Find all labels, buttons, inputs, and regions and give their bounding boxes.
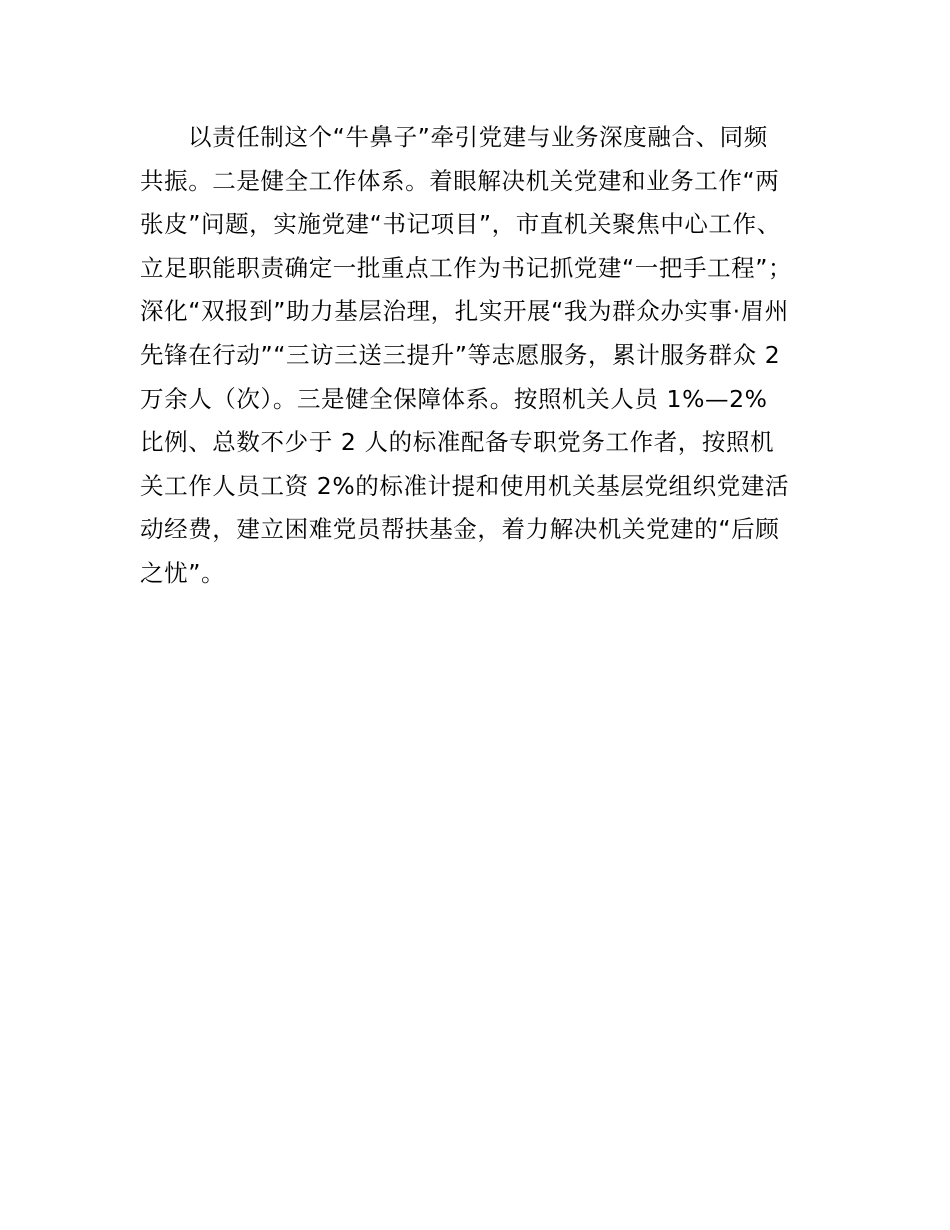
paragraph-line: 先锋在行动”“三访三送三提升”等志愿服务，累计服务群众 2: [140, 340, 781, 369]
paragraph-line: 关工作人员工资 2%的标准计提和使用机关基层党组织党建活: [140, 471, 790, 500]
paragraph-line: 动经费，建立困难党员帮扶基金，着力解决机关党建的“后顾: [140, 515, 780, 544]
paragraph-line: 张皮”问题，实施党建“书记项目”，市直机关聚焦中心工作、: [140, 210, 781, 239]
paragraph-line: 万余人（次）。三是健全保障体系。按照机关人员 1%—2%: [140, 384, 768, 413]
paragraph-line: 深化“双报到”助力基层治理，扎实开展“我为群众办实事·眉州: [140, 297, 789, 326]
paragraph-line: 共振。二是健全工作体系。着眼解决机关党建和业务工作“两: [140, 166, 780, 195]
paragraph-line: 之忧”。: [140, 558, 226, 587]
paragraph-line: 比例、总数不少于 2 人的标准配备专职党务工作者，按照机: [140, 428, 775, 457]
body-paragraph: [140, 116, 840, 596]
paragraph-line: 以责任制这个“牛鼻子”牵引党建与业务深度融合、同频: [188, 123, 768, 151]
paragraph-line: 立足职能职责确定一批重点工作为书记抓党建“一把手工程”；: [140, 253, 793, 282]
